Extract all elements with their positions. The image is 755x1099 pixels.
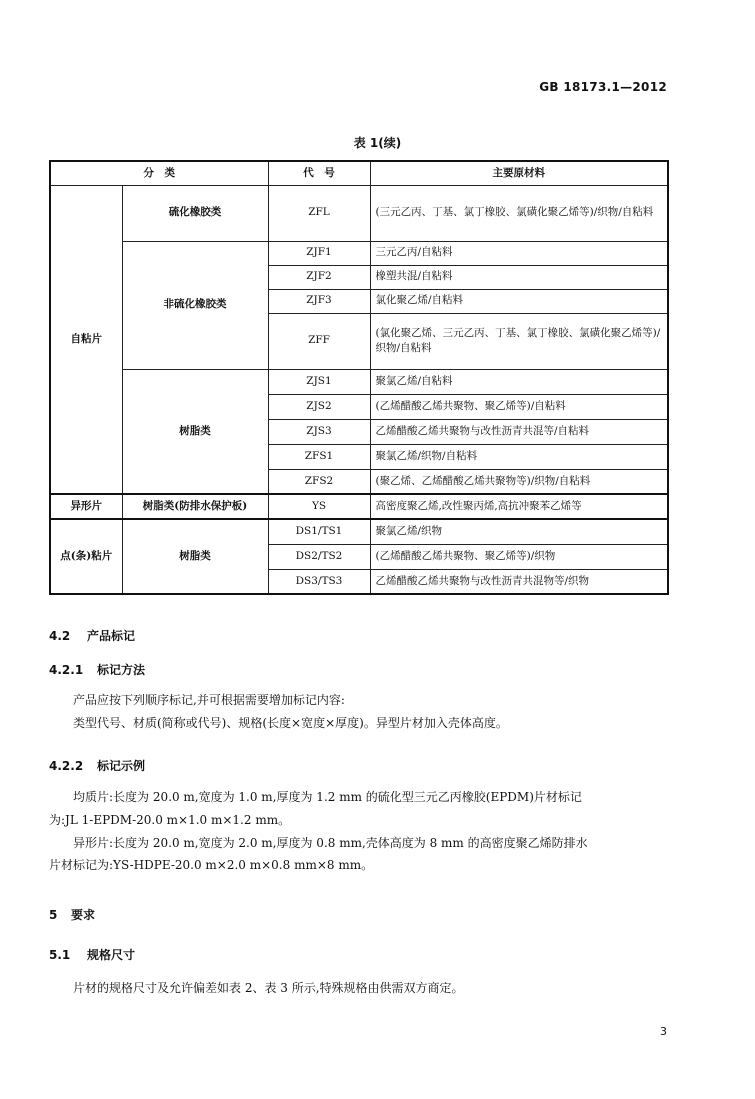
row-code: ZFS1 bbox=[268, 444, 370, 469]
group-non-vulcanized: 非硫化橡胶类 bbox=[122, 241, 268, 369]
row-material: 氯化聚乙烯/自粘料 bbox=[370, 289, 668, 313]
row-code: ZJS2 bbox=[268, 394, 370, 419]
row-material: 乙烯醋酸乙烯共聚物与改性沥青共混物等/织物 bbox=[370, 569, 668, 594]
header-category: 分 类 bbox=[50, 161, 268, 185]
row-material: (三元乙丙、丁基、氯丁橡胶、氯磺化聚乙烯等)/织物/自粘料 bbox=[370, 185, 668, 241]
section-5-1-body bbox=[49, 977, 667, 1000]
table-row bbox=[50, 369, 668, 394]
paragraph-continued: 片材标记为:YS-HDPE-20.0 m×2.0 m×0.8 mm×8 mm。 bbox=[49, 858, 374, 873]
paragraph: 类型代号、材质(简称或代号)、规格(长度×宽度×厚度)。异型片材加入壳体高度。 bbox=[73, 715, 508, 730]
table-header-row bbox=[50, 161, 668, 185]
row-code: ZJF3 bbox=[268, 289, 370, 313]
standard-code: GB 18173.1—2012 bbox=[539, 80, 667, 94]
paragraph: 均质片:长度为 20.0 m,宽度为 1.0 m,厚度为 1.2 mm 的硫化型三元乙丙橡胶(EPDM)片材标记 bbox=[73, 790, 582, 804]
table-row bbox=[50, 185, 668, 241]
section-4-2-1-heading bbox=[49, 661, 667, 678]
row-material: 聚氯乙烯/织物/自粘料 bbox=[370, 444, 668, 469]
section-number: 4.2.1 bbox=[49, 663, 84, 677]
section-4-2-2-heading bbox=[49, 757, 667, 774]
section-4-2-1-body bbox=[49, 689, 667, 735]
section-title: 规格尺寸 bbox=[87, 948, 136, 962]
header-material: 主要原材料 bbox=[370, 161, 668, 185]
group-resin-drain: 树脂类(防排水保护板) bbox=[122, 494, 268, 519]
section-number: 4.2 bbox=[49, 629, 71, 643]
row-code: DS1/TS1 bbox=[268, 519, 370, 544]
group-vulcanized: 硫化橡胶类 bbox=[122, 185, 268, 241]
row-material: 三元乙丙/自粘料 bbox=[370, 241, 668, 265]
table-row bbox=[50, 494, 668, 519]
section-4-2-2-body bbox=[49, 786, 667, 877]
paragraph: 产品应按下列顺序标记,并可根据需要增加标记内容: bbox=[73, 693, 345, 707]
row-material: 聚氯乙烯/自粘料 bbox=[370, 369, 668, 394]
row-material: 乙烯醋酸乙烯共聚物与改性沥青共混等/自粘料 bbox=[370, 419, 668, 444]
row-material: (乙烯醋酸乙烯共聚物、聚乙烯等)/织物 bbox=[370, 544, 668, 569]
row-code: YS bbox=[268, 494, 370, 519]
row-code: ZJS3 bbox=[268, 419, 370, 444]
row-code: ZFF bbox=[268, 313, 370, 369]
section-number: 5 bbox=[49, 908, 58, 922]
row-material: (聚乙烯、乙烯醋酸乙烯共聚物等)/织物/自粘料 bbox=[370, 469, 668, 494]
section-title: 要求 bbox=[71, 908, 96, 922]
row-material: 聚氯乙烯/织物 bbox=[370, 519, 668, 544]
section-number: 4.2.2 bbox=[49, 759, 84, 773]
paragraph: 片材的规格尺寸及允许偏差如表 2、表 3 所示,特殊规格由供需双方商定。 bbox=[73, 981, 464, 995]
table-row bbox=[50, 241, 668, 265]
row-material: 橡塑共混/自粘料 bbox=[370, 265, 668, 289]
row-material: (乙烯醋酸乙烯共聚物、聚乙烯等)/自粘料 bbox=[370, 394, 668, 419]
group-resin-2: 树脂类 bbox=[122, 519, 268, 594]
row-code: ZFL bbox=[268, 185, 370, 241]
paragraph: 异形片:长度为 20.0 m,宽度为 2.0 m,厚度为 0.8 mm,壳体高度为 8 mm 的高密度聚乙烯防排水 bbox=[73, 835, 588, 850]
row-material: 高密度聚乙烯,改性聚丙烯,高抗冲聚苯乙烯等 bbox=[370, 494, 668, 519]
row-code: ZJF2 bbox=[268, 265, 370, 289]
row-code: DS3/TS3 bbox=[268, 569, 370, 594]
section-title: 标记方法 bbox=[97, 663, 146, 677]
row-code: ZFS2 bbox=[268, 469, 370, 494]
group-self-adhesive: 自粘片 bbox=[50, 185, 122, 494]
header-code: 代 号 bbox=[268, 161, 370, 185]
section-5-heading bbox=[49, 906, 667, 923]
section-title: 标记示例 bbox=[97, 759, 146, 773]
section-title: 产品标记 bbox=[87, 629, 136, 643]
row-code: ZJF1 bbox=[268, 241, 370, 265]
section-number: 5.1 bbox=[49, 948, 71, 962]
table-title: 表 1(续) bbox=[353, 136, 402, 150]
section-5-1-heading bbox=[49, 946, 667, 963]
row-material: (氯化聚乙烯、三元乙丙、丁基、氯丁橡胶、氯磺化聚乙烯等)/织物/自粘料 bbox=[370, 313, 668, 369]
page-number: 3 bbox=[660, 1025, 667, 1038]
row-code: DS2/TS2 bbox=[268, 544, 370, 569]
classification-table bbox=[49, 160, 669, 595]
row-code: ZJS1 bbox=[268, 369, 370, 394]
paragraph-continued: 为:JL 1-EPDM-20.0 m×1.0 m×1.2 mm。 bbox=[49, 812, 291, 827]
group-resin: 树脂类 bbox=[122, 369, 268, 494]
group-dot-strip: 点(条)粘片 bbox=[50, 519, 122, 594]
table-row bbox=[50, 519, 668, 544]
section-4-2-heading bbox=[49, 627, 667, 644]
group-shaped: 异形片 bbox=[50, 494, 122, 519]
